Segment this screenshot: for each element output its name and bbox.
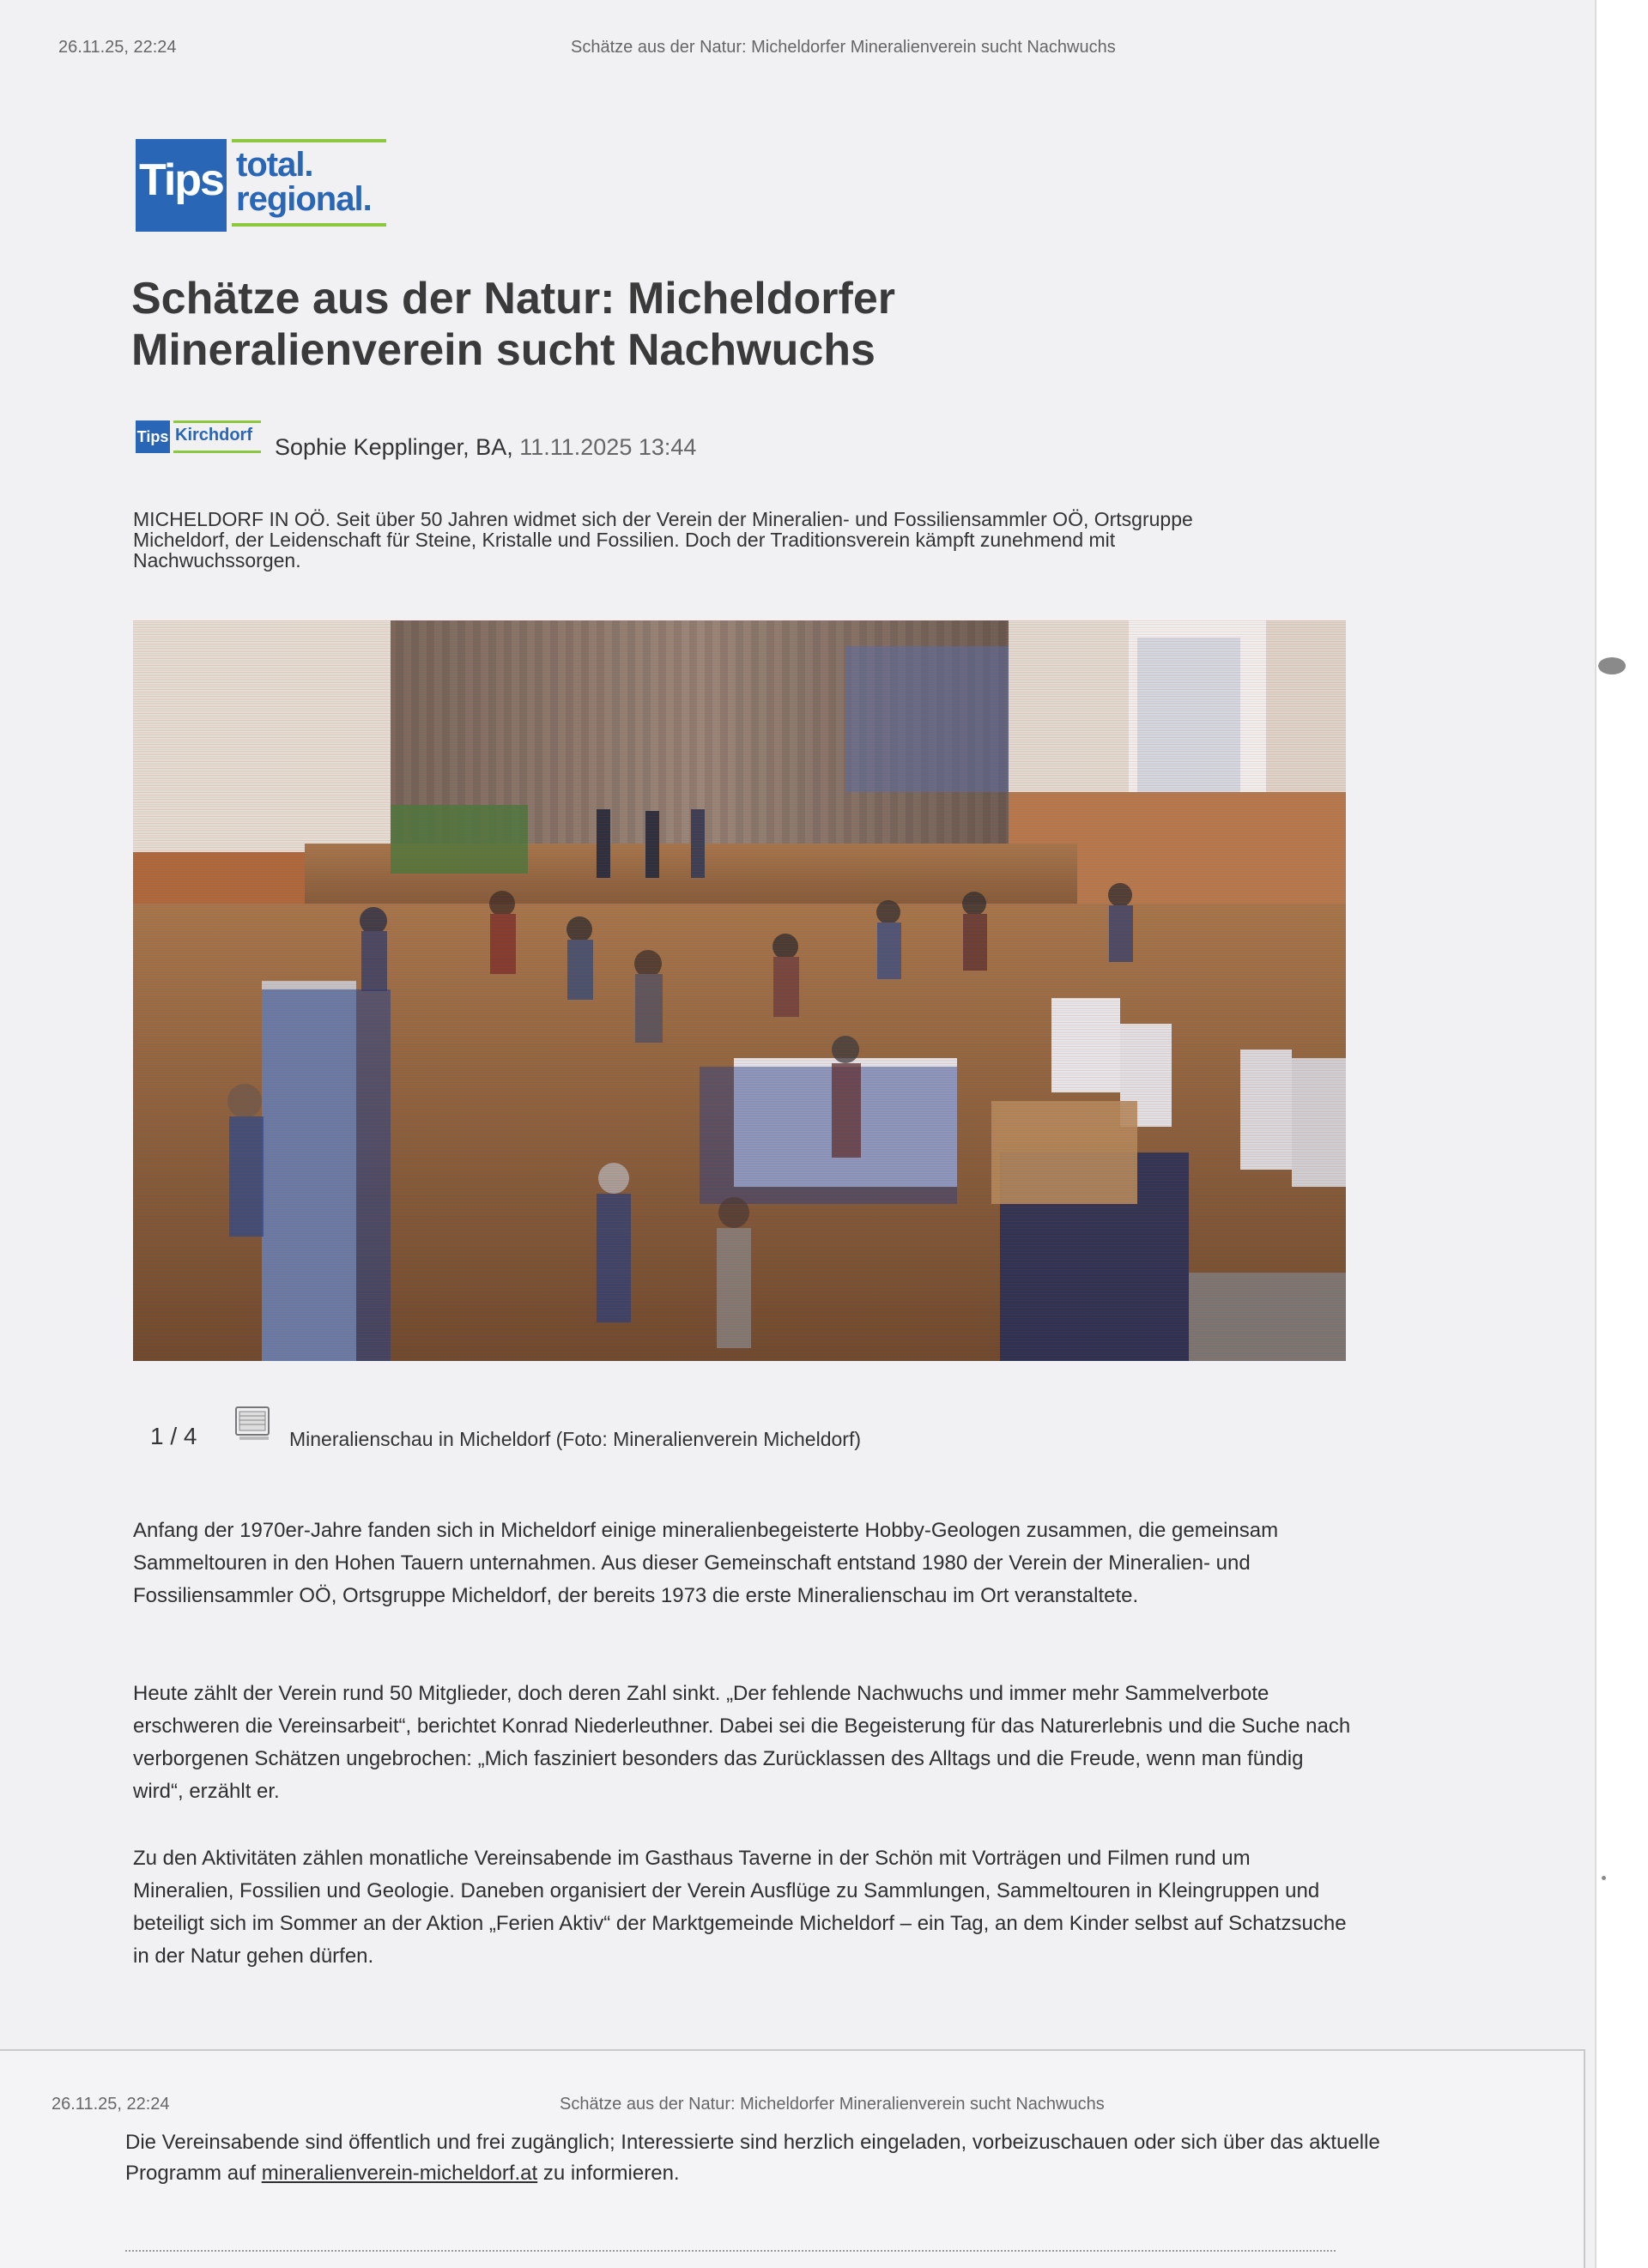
headline-line-1: Schätze aus der Natur: Micheldorfer (131, 274, 895, 324)
publish-timestamp: 11.11.2025 13:44 (519, 434, 697, 460)
edition-logo-mark: Tips (136, 420, 170, 453)
photo-caption-row (150, 1406, 1180, 1454)
logo-tagline-line-1: total. (236, 146, 313, 184)
page-break-edge (0, 2049, 1584, 2051)
print-page-title: Schätze aus der Natur: Micheldorfer Mineralienverein sucht Nachwuchs (571, 38, 1116, 57)
logo-accent-line (232, 223, 386, 227)
scan-margin (1595, 0, 1648, 2268)
scan-edge-line (1595, 0, 1596, 2268)
byline-text (275, 434, 696, 461)
body-paragraph-3: Zu den Aktivitäten zählen monatliche Vereinsabende im Gasthaus Taverne in der Schön mit Vorträgen und Filmen rund um Mineralien, Fossilien und Geologie. Daneben organisiert der Verein Ausflüge zu Sammlungen, Sammeltouren in Kleingruppen und beteiligt sich im Sommer an der Aktion „Ferien Aktiv“ der Marktgemeinde Micheldorf – ein Tag, an dem Kinder selbst auf Schatzsuche in der Natur gehen dürfen. (133, 1847, 1347, 1968)
footer-dotted-rule (125, 2250, 1336, 2252)
scan-speck (1598, 657, 1626, 674)
edition-logo-accent (173, 420, 261, 423)
article-headline (131, 273, 1161, 376)
print-page-title-2: Schätze aus der Natur: Micheldorfer Mineralienverein sucht Nachwuchs (560, 2095, 1105, 2114)
edition-logo-accent (173, 451, 261, 453)
article-lead: MICHELDORF IN OÖ. Seit über 50 Jahren widmet sich der Verein der Mineralien- und Fossiliensammler OÖ, Ortsgruppe Micheldorf, der Leidenschaft für Steine, Kristalle und Fossilien. Doch der Traditionsverein kämpft zunehmend mit Nachwuchssorgen. (133, 508, 1193, 572)
body-paragraph-4 (125, 2127, 1413, 2189)
club-website-link[interactable]: mineralienverein-micheldorf.at (261, 2162, 538, 2185)
page-break-edge (1584, 2049, 1585, 2268)
body-paragraph-1: Anfang der 1970er-Jahre fanden sich in Micheldorf einige mineralienbegeisterte Hobby-Geologen zusammen, die gemeinsam Sammeltouren in den Hohen Tauern unternahmen. Aus dieser Gemeinschaft entstand 1980 der Verein der Mineralien- und Fossiliensammler OÖ, Ortsgruppe Micheldorf, der bereits 1973 die erste Mineralienschau im Ort veranstaltete. (133, 1519, 1279, 1607)
print-page-header-2 (52, 2095, 1253, 2119)
paragraph-4-text: Die Vereinsabende sind öffentlich und frei zugänglich; Interessierte sind herzlich eingeladen, vorbeizuschauen oder sich über das aktuelle Programm auf (125, 2131, 1380, 2185)
photo-caption: Mineralienschau in Micheldorf (Foto: Mineralienverein Micheldorf) (289, 1428, 862, 1450)
paragraph-4-end: zu informieren. (537, 2162, 680, 2185)
photo-mineral-show-hall (133, 620, 1346, 1361)
body-paragraph-2: Heute zählt der Verein rund 50 Mitglieder, doch deren Zahl sinkt. „Der fehlende Nachwuchs und immer mehr Sammelverbote erschweren die Vereinsarbeit“, berichtet Konrad Niederleuthner. Dabei sei die Begeisterung für das Naturerlebnis und die Suche nach verborgenen Schätzen ungebrochen: „Mich fasziniert besonders das Zurücklassen des Alltags und die Freude, wenn man fündig wird“, erzählt er. (133, 1682, 1351, 1803)
logo-tagline-line-2: regional. (236, 180, 372, 218)
print-date: 26.11.25, 22:24 (58, 38, 177, 57)
print-date-2: 26.11.25, 22:24 (52, 2095, 170, 2114)
logo-brand-text: Tips (139, 155, 223, 205)
headline-line-2: Mineralienverein sucht Nachwuchs (131, 325, 876, 375)
article-photo[interactable] (133, 620, 1346, 1361)
edition-logo[interactable] (136, 420, 264, 455)
print-page-header (58, 38, 1260, 62)
tips-logo-mark (136, 139, 227, 232)
edition-name: Kirchdorf (175, 426, 252, 445)
tips-logo[interactable] (136, 137, 393, 233)
logo-tagline (236, 148, 391, 216)
author-name: Sophie Kepplinger, BA, (275, 434, 513, 460)
article-byline (136, 420, 908, 458)
logo-accent-line (232, 139, 386, 142)
gallery-icon[interactable] (234, 1406, 274, 1442)
gallery-counter: 1 / 4 (150, 1423, 197, 1449)
scan-speck (1602, 1876, 1606, 1880)
